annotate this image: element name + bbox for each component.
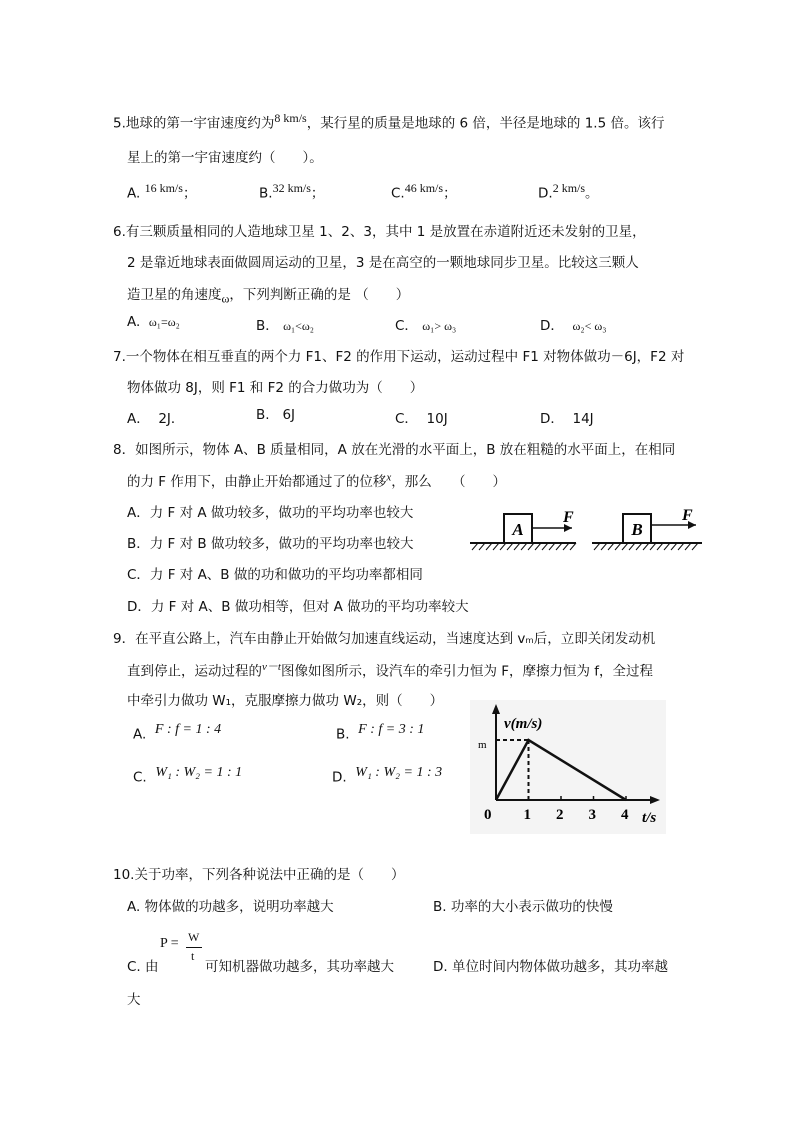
q5-text-prefix: 5.地球的第一宇宙速度约为: [113, 115, 275, 132]
q10-option-c-suffix: 可知机器做功越多，其功率越大: [205, 959, 394, 975]
q7-line2: 物体做功 8J，则 F1 和 F2 的合力做功为（ ）: [127, 380, 424, 396]
formula-denominator: t: [191, 949, 195, 963]
q7-option-c: C． 10J: [395, 411, 448, 427]
q10-line1: 10.关于功率，下列各种说法中正确的是（ ）: [113, 867, 405, 883]
q7-option-d: D． 14J: [540, 411, 594, 427]
ground-b-hatch: [594, 543, 698, 550]
q9-line2: 直到停止，运动过程的$^{v-t}$图像如图所示，设汽车的牵引力恒为 F，摩擦力恒为 f，全过程: [127, 661, 654, 680]
q10-option-c-prefix: C. 由: [127, 959, 159, 975]
q9-line1: 9．在平直公路上，汽车由静止开始做匀加速直线运动，当速度达到 vₘ后，立即关闭发动机: [113, 631, 656, 647]
q8-figure: [466, 502, 706, 558]
q8-line2: 的力 F 作用下，由静止开始都通过了的位移$^x$，那么 （ ）: [127, 471, 506, 490]
force-label-b: F: [682, 507, 693, 524]
vt-symbol: v－t: [262, 661, 281, 673]
q5-text-suffix: ，某行星的质量是地球的 6 倍，半径是地球的 1.5 倍。该行: [306, 115, 665, 132]
block-b-label: B: [631, 520, 643, 539]
x-tick-label: 3: [588, 807, 596, 823]
peak-label: m: [478, 739, 487, 751]
omega-symbol: ω: [221, 291, 230, 306]
q7-option-b: B. 6J: [256, 407, 296, 423]
x-axis-label: t/s: [642, 810, 657, 826]
block-a-label: A: [512, 520, 524, 539]
q6-option-c: C． ω₁> ω₃: [395, 318, 457, 334]
q5-line2: 星上的第一宇宙速度约（ ）。: [127, 150, 323, 166]
q6-line3: 造卫星的角速度$_\omega$，下列判断正确的是 （ ）: [127, 287, 410, 306]
q8-option-d: D．力 F 对 A、B 做功相等，但对 A 做功的平均功率较大: [127, 599, 469, 615]
q5-option-a: A. $^{16 km/s}$；: [127, 181, 197, 202]
q7-line1: 7.一个物体在相互垂直的两个力 F1、F2 的作用下运动，运动过程中 F1 对物体做功－6J，F2 对: [113, 349, 685, 365]
q9-option-b: B. $^{F : f = 3 : 1}$: [336, 722, 425, 743]
q6-option-d: D． ω₂< ω₃: [540, 318, 607, 334]
vt-graph: [470, 700, 666, 834]
q9-option-a: A. $^{F : f = 1 : 4}$: [133, 722, 222, 743]
q9-option-d: D. $^{W_1 : W_2 = 1 : 3}$: [332, 765, 443, 786]
q10-option-b: B. 功率的大小表示做功的快慢: [433, 899, 613, 915]
ground-a-hatch: [472, 543, 576, 550]
power-formula: [160, 930, 210, 972]
q6-option-b: B． ω₁<ω₂: [256, 318, 314, 334]
q5-line1: [113, 111, 664, 132]
force-label-a: F: [563, 509, 574, 526]
q8-line1: 8．如图所示，物体 A、B 质量相同，A 放在光滑的水平面上，B 放在粗糙的水平面上，在相同: [113, 442, 676, 458]
q9-line3: 中牵引力做功 W₁，克服摩擦力做功 W₂，则（ ）: [127, 693, 444, 709]
x-tick-label: 1: [523, 807, 531, 823]
q10-option-d-line1: D. 单位时间内物体做功越多，其功率越: [433, 959, 668, 975]
q10-option-a: A. 物体做的功越多，说明功率越大: [127, 899, 334, 915]
q6-line1: 6.有三颗质量相同的人造地球卫星 1、2、3，其中 1 是放置在赤道附近还未发射的卫星，: [113, 224, 646, 240]
q10-option-d-line2: 大: [127, 992, 141, 1008]
q8-option-a: A．力 F 对 A 做功较多，做功的平均功率也较大: [127, 505, 414, 521]
q7-option-a: A． 2J．: [127, 411, 185, 427]
q5-option-d: D.$^{2 km/s}$。: [538, 181, 599, 202]
x-tick-label: 2: [556, 807, 564, 823]
q9-option-c: C. $^{W_1 : W_2 = 1 : 1}$: [133, 765, 243, 786]
q8-option-c: C．力 F 对 A、B 做的功和做功的平均功率都相同: [127, 567, 423, 583]
q5-option-b: B.$^{32 km/s}$；: [259, 181, 325, 202]
y-axis-label: v(m/s): [504, 716, 543, 732]
formula-p: P =: [160, 936, 179, 951]
formula-numerator: W: [188, 930, 200, 944]
q6-option-a: A. ω₁=ω₂: [127, 314, 180, 330]
x-tick-label: 4: [621, 807, 629, 823]
x-tick-label: 0: [484, 807, 492, 823]
q8-option-b: B．力 F 对 B 做功较多，做功的平均功率也较大: [127, 536, 414, 552]
q5-option-c: C.$^{46 km/s}$；: [391, 181, 457, 202]
q5-speed: 8 km/s: [274, 111, 307, 125]
q6-line2: 2 是靠近地球表面做圆周运动的卫星，3 是在高空的一颗地球同步卫星。比较这三颗人: [127, 255, 639, 271]
displacement-symbol: x: [386, 471, 392, 484]
